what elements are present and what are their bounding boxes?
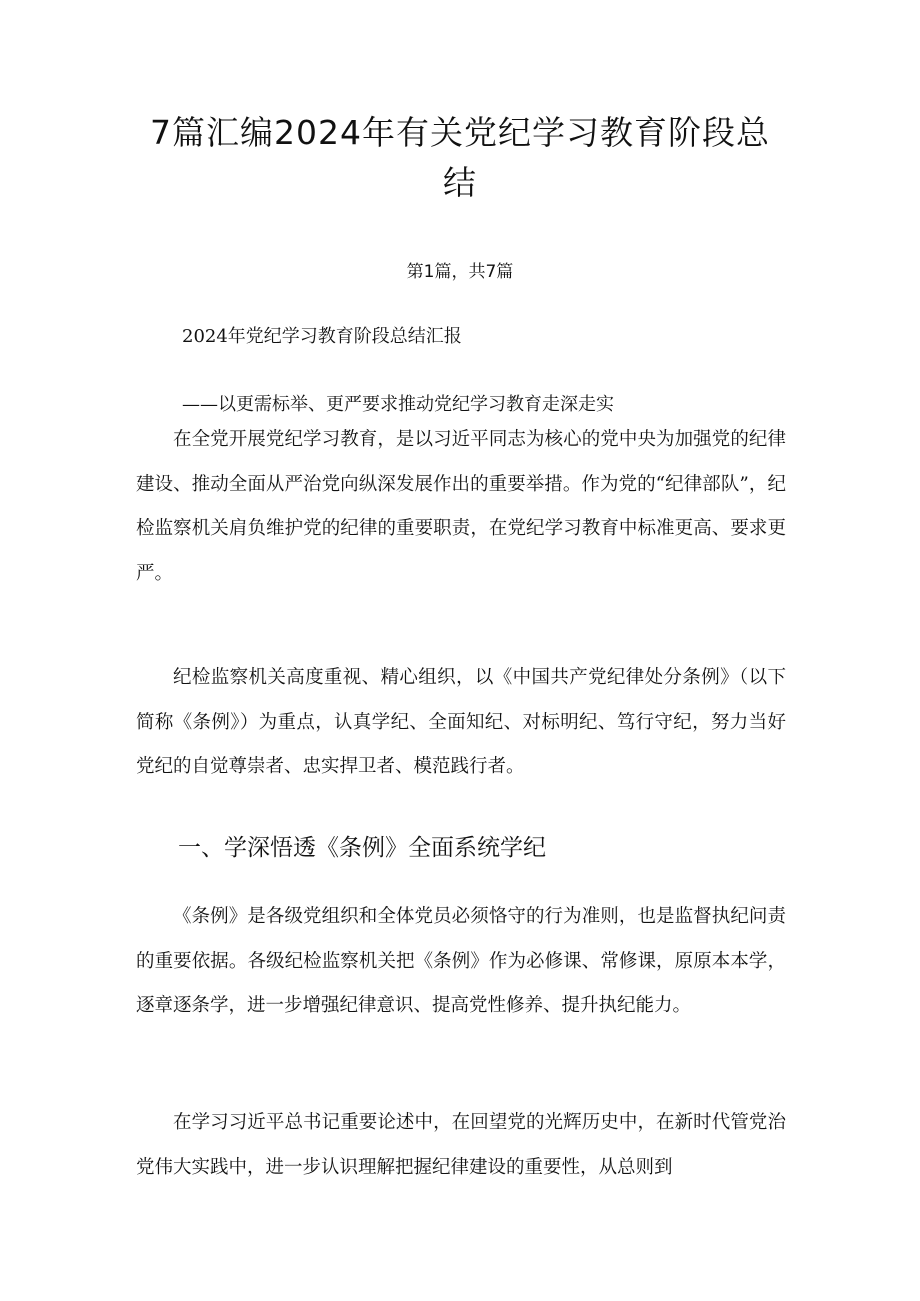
document-title: 7篇汇编2024年有关党纪学习教育阶段总结 xyxy=(150,113,770,202)
part-label: 第1篇，共7篇 xyxy=(406,262,514,282)
paragraph: 《条例》是各级党组织和全体党员必须恪守的行为准则，也是监督执纪问责的重要依据。各级纪检监察机关把《条例》作为必修课、常修课，原原本本学，逐章逐条学，进一步增强纪律意识、提高党性修养、提升执纪能力。 xyxy=(136,906,786,1016)
paragraph: 纪检监察机关高度重视、精心组织，以《中国共产党纪律处分条例》（以下简称《条例》）为重点，认真学纪、全面知纪、对标明纪、笃行守纪，努力当好党纪的自觉尊崇者、忠实捍卫者、模范践行者。 xyxy=(136,667,786,777)
article-subtitle: ——以更需标举、更严要求推动党纪学习教育走深走实 xyxy=(182,394,614,415)
paragraph: 在全党开展党纪学习教育，是以习近平同志为核心的党中央为加强党的纪律建设、推动全面从严治党向纵深发展作出的重要举措。作为党的“纪律部队”，纪检监察机关肩负维护党的纪律的重要职责，在党纪学习教育中标准更高、要求更严。 xyxy=(136,429,786,584)
paragraph: 在学习习近平总书记重要论述中，在回望党的光辉历史中，在新时代管党治党伟大实践中，进一步认识理解把握纪律建设的重要性，从总则到 xyxy=(136,1112,786,1178)
article-title: 2024年党纪学习教育阶段总结汇报 xyxy=(182,326,462,347)
section-heading: 一、学深悟透《条例》全面系统学纪 xyxy=(178,835,546,861)
